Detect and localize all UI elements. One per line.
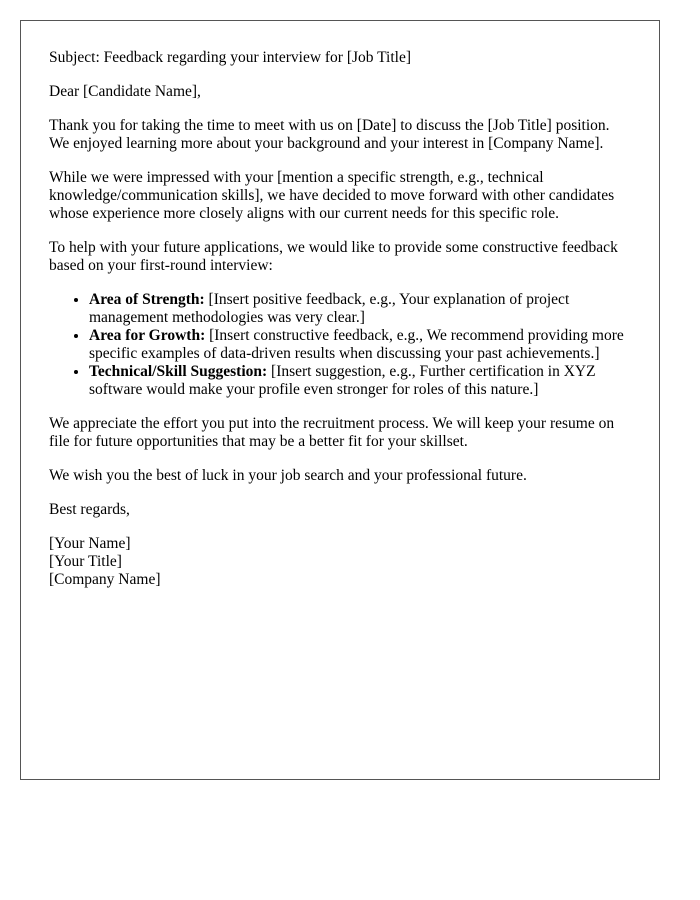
signature-block: [49, 535, 631, 589]
letter-salutation: Dear [Candidate Name],: [49, 83, 201, 100]
feedback-item-strength: [89, 291, 631, 327]
signature-company: [Company Name]: [49, 571, 161, 588]
letter-paragraph-feedback-intro: To help with your future applications, we would like to provide some constructive feedback based on your first-round interview:: [49, 239, 618, 274]
letter-paragraph-appreciation: We appreciate the effort you put into the recruitment process. We will keep your resume on file for future opportunities that may be a better fit for your skillset.: [49, 415, 615, 450]
feedback-item-technical: [89, 363, 631, 399]
feedback-list: [49, 291, 631, 399]
letter-closing: Best regards,: [49, 501, 130, 518]
feedback-item-text: [Insert suggestion, e.g., Further certification in XYZ software would make your profile even stronger for roles of this nature.]: [89, 363, 596, 398]
feedback-item-growth: [89, 327, 631, 363]
feedback-item-label: Area of Strength:: [89, 291, 205, 308]
signature-title: [Your Title]: [49, 553, 122, 570]
feedback-item-label: Area for Growth:: [89, 327, 206, 344]
letter-subject: Subject: Feedback regarding your interview for [Job Title]: [49, 49, 412, 66]
signature-name: [Your Name]: [49, 535, 131, 552]
letter-page: [20, 20, 660, 780]
letter-paragraph-decision: While we were impressed with your [mention a specific strength, e.g., technical knowledge/communication skills], we have decided to move forward with other candidates whose experience more closely aligns with our current needs for this specific role.: [49, 169, 615, 222]
feedback-item-text: [Insert constructive feedback, e.g., We recommend providing more specific examples of data-driven results when discussing your past achievements.]: [89, 327, 624, 362]
feedback-item-text: [Insert positive feedback, e.g., Your explanation of project management methodologies was very clear.]: [89, 291, 570, 326]
feedback-item-label: Technical/Skill Suggestion:: [89, 363, 268, 380]
letter-paragraph-wishes: We wish you the best of luck in your job search and your professional future.: [49, 467, 527, 484]
letter-paragraph-intro: Thank you for taking the time to meet with us on [Date] to discuss the [Job Title] position. We enjoyed learning more about your background and your interest in [Company Name].: [49, 117, 610, 152]
